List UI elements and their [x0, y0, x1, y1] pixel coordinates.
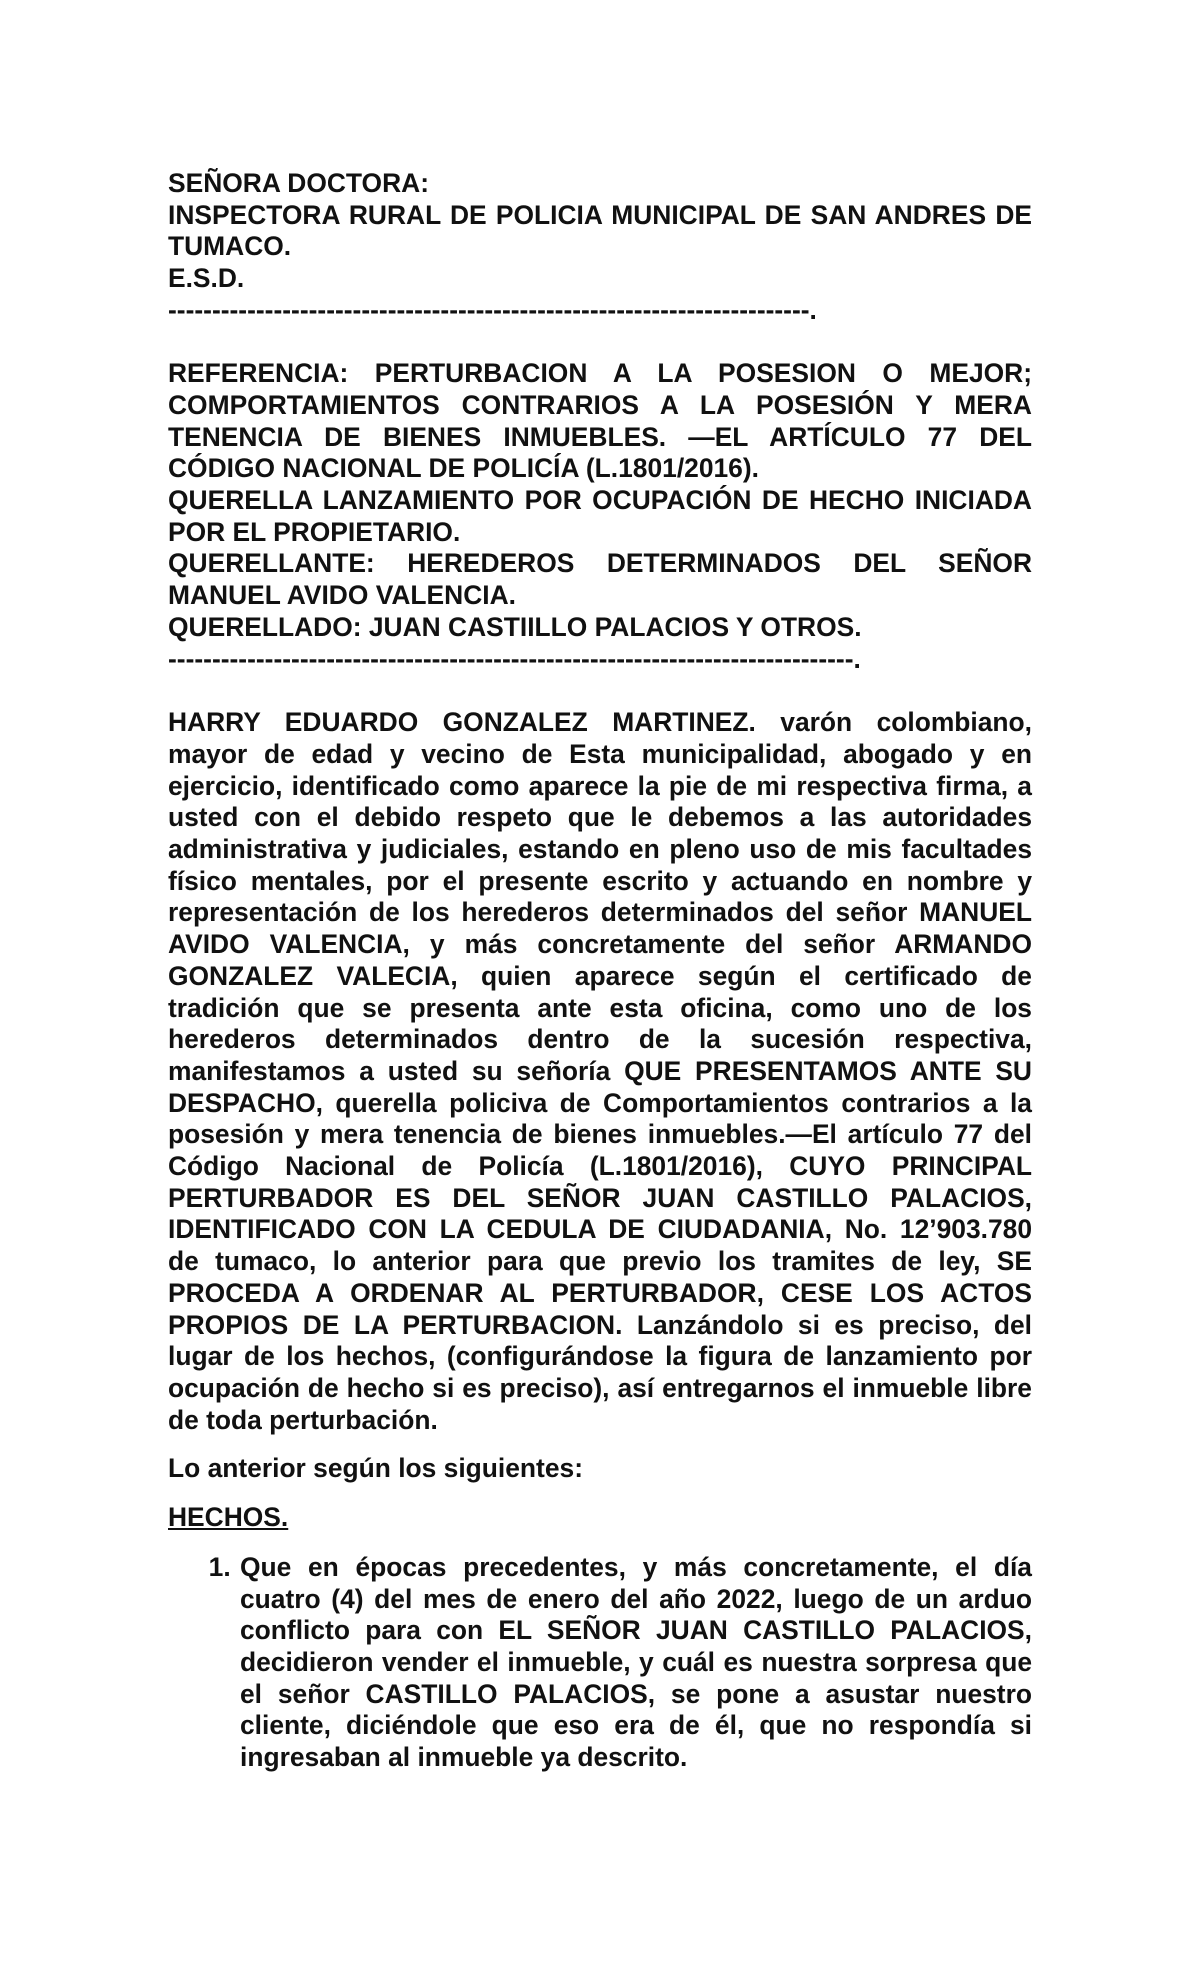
reference-separator: ------------------------------------------------------------------------------.: [168, 643, 861, 674]
hechos-title: HECHOS.: [168, 1502, 289, 1533]
spacer: [168, 327, 1032, 359]
reference-block: [168, 358, 1032, 675]
querellado: QUERELLADO: JUAN CASTIILLO PALACIOS Y OTROS.: [168, 611, 862, 642]
salutation: SEÑORA DOCTORA:: [168, 168, 429, 198]
lead-in: Lo anterior según los siguientes:: [168, 1453, 583, 1484]
letter-header: [168, 168, 1032, 327]
header-separator: -------------------------------------------------------------------------.: [168, 294, 817, 325]
esd-line: E.S.D.: [168, 263, 245, 294]
querellante: QUERELLANTE: HEREDEROS DETERMINADOS DEL SEÑOR MANUEL AVIDO VALENCIA.: [168, 548, 1032, 611]
letter-body: [168, 707, 1032, 1774]
recipient: INSPECTORA RURAL DE POLICIA MUNICIPAL DE SAN ANDRES DE TUMACO.: [168, 199, 1032, 262]
intro-paragraph: HARRY EDUARDO GONZALEZ MARTINEZ. varón colombiano, mayor de edad y vecino de Esta municipalidad, abogado y en ejercicio, identificado como aparece la pie de mi respectiva firma, a usted con el debido respeto que le debemos a las autoridades administrativa y judiciales, estando en pleno uso de mis facultades físico mentales, por el presente escrito y actuando en nombre y representación de los herederos determinados del señor MANUEL AVIDO VALENCIA, y más concretamente del señor ARMANDO GONZALEZ VALECIA, quien aparece según el certificado de tradición que se presenta ante esta oficina, como uno de los herederos determinados dentro de la sucesión respectiva, manifestamos a usted su señoría QUE PRESENTAMOS ANTE SU DESPACHO, querella policiva de Comportamientos contrarios a la posesión y mera tenencia de bienes inmuebles.—El artículo 77 del Código Nacional de Policía (L.1801/2016), CUYO PRINCIPAL PERTURBADOR ES DEL SEÑOR JUAN CASTILLO PALACIOS, IDENTIFICADO CON LA CEDULA DE CIUDADANIA, No. 12’903.780 de tumaco, lo anterior para que previo los tramites de ley, SE PROCEDA A ORDENAR AL PERTURBADOR, CESE LOS ACTOS PROPIOS DE LA PERTURBACION. Lanzándolo si es preciso, del lugar de los hechos, (configurándose la figura de lanzamiento por ocupación de hecho si es preciso), así entregarnos el inmueble libre de toda perturbación.: [168, 707, 1032, 1435]
referencia: REFERENCIA: PERTURBACION A LA POSESION O MEJOR; COMPORTAMIENTOS CONTRARIOS A LA POSESIÓN Y MERA TENENCIA DE BIENES INMUEBLES. —EL ARTÍCULO 77 DEL CÓDIGO NACIONAL DE POLICÍA (L.1801/2016).: [168, 358, 1032, 484]
querella: QUERELLA LANZAMIENTO POR OCUPACIÓN DE HECHO INICIADA POR EL PROPIETARIO.: [168, 485, 1032, 547]
hechos-list: [168, 1552, 1032, 1774]
hecho-item: 1. Que en épocas precedentes, y más concretamente, el día cuatro (4) del mes de enero del año 2022, luego de un arduo conflicto para con EL SEÑOR JUAN CASTILLO PALACIOS, decidieron vender el inmueble, y cuál es nuestra sorpresa que el señor CASTILLO PALACIOS, se pone a asustar nuestro cliente, diciéndole que eso era de él, que no respondía si ingresaban al inmueble ya descrito.: [238, 1552, 1032, 1774]
